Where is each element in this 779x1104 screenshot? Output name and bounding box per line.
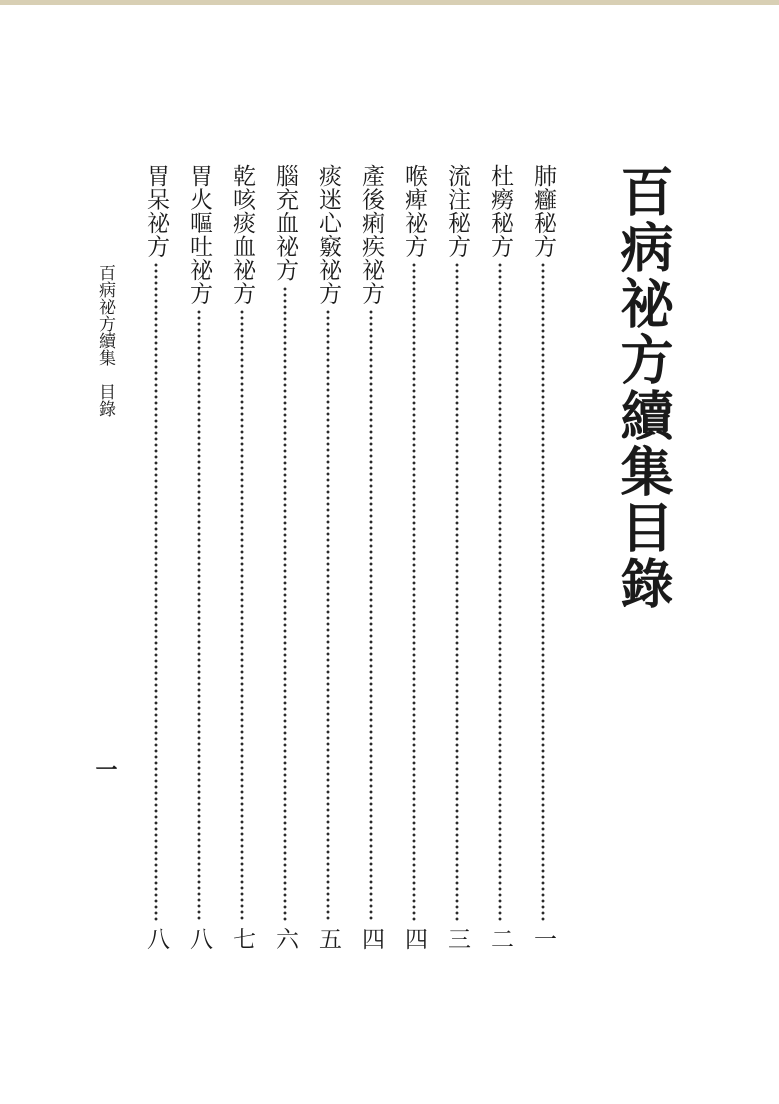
- dot-leader: [398, 262, 430, 921]
- toc-entry: [355, 164, 387, 950]
- toc-entry-page: 四: [358, 927, 384, 950]
- dot-leader: [484, 262, 516, 921]
- toc-entry-page: 一: [530, 927, 556, 950]
- page-number: 一: [92, 758, 118, 780]
- page-title: 百病祕方續集目錄: [612, 164, 674, 612]
- dot-leader: [183, 309, 215, 921]
- toc-entry-title: 腦充血祕方: [272, 164, 298, 282]
- toc-entry-page: 六: [272, 927, 298, 950]
- toc-entry: [226, 164, 258, 950]
- toc-entry-page: 二: [487, 927, 513, 950]
- toc-entry-title: 杜癆秘方: [487, 164, 513, 258]
- toc-entry-title: 痰迷心竅祕方: [315, 164, 341, 305]
- toc-entry-title: 產後痢疾祕方: [358, 164, 384, 305]
- dot-leader: [312, 309, 344, 921]
- toc-entry-page: 三: [444, 927, 470, 950]
- toc-entry-page: 七: [229, 927, 255, 950]
- toc-entry-page: 八: [143, 927, 169, 950]
- toc-entry: [527, 164, 559, 950]
- dot-leader: [527, 262, 559, 921]
- toc-entry: [140, 164, 172, 950]
- running-head: 百病祕方續集 目錄: [95, 264, 115, 417]
- toc-entry-title: 喉痺祕方: [401, 164, 427, 258]
- dot-leader: [355, 309, 387, 921]
- toc-entry: [269, 164, 301, 950]
- toc-entry: [484, 164, 516, 950]
- dot-leader: [441, 262, 473, 921]
- toc-entry-title: 乾咳痰血祕方: [229, 164, 255, 305]
- top-border: [0, 0, 779, 5]
- toc-entry-title: 肺癰秘方: [530, 164, 556, 258]
- toc-entry-title: 流注秘方: [444, 164, 470, 258]
- toc-entry: [441, 164, 473, 950]
- dot-leader: [140, 262, 172, 921]
- toc-entry-title: 胃呆祕方: [143, 164, 169, 258]
- toc-entry-page: 八: [186, 927, 212, 950]
- toc-entry-page: 五: [315, 927, 341, 950]
- toc-entry-page: 四: [401, 927, 427, 950]
- toc-entry: [183, 164, 215, 950]
- toc-entry: [312, 164, 344, 950]
- toc-entry: [398, 164, 430, 950]
- toc-entry-title: 胃火嘔吐祕方: [186, 164, 212, 305]
- dot-leader: [269, 286, 301, 922]
- dot-leader: [226, 309, 258, 921]
